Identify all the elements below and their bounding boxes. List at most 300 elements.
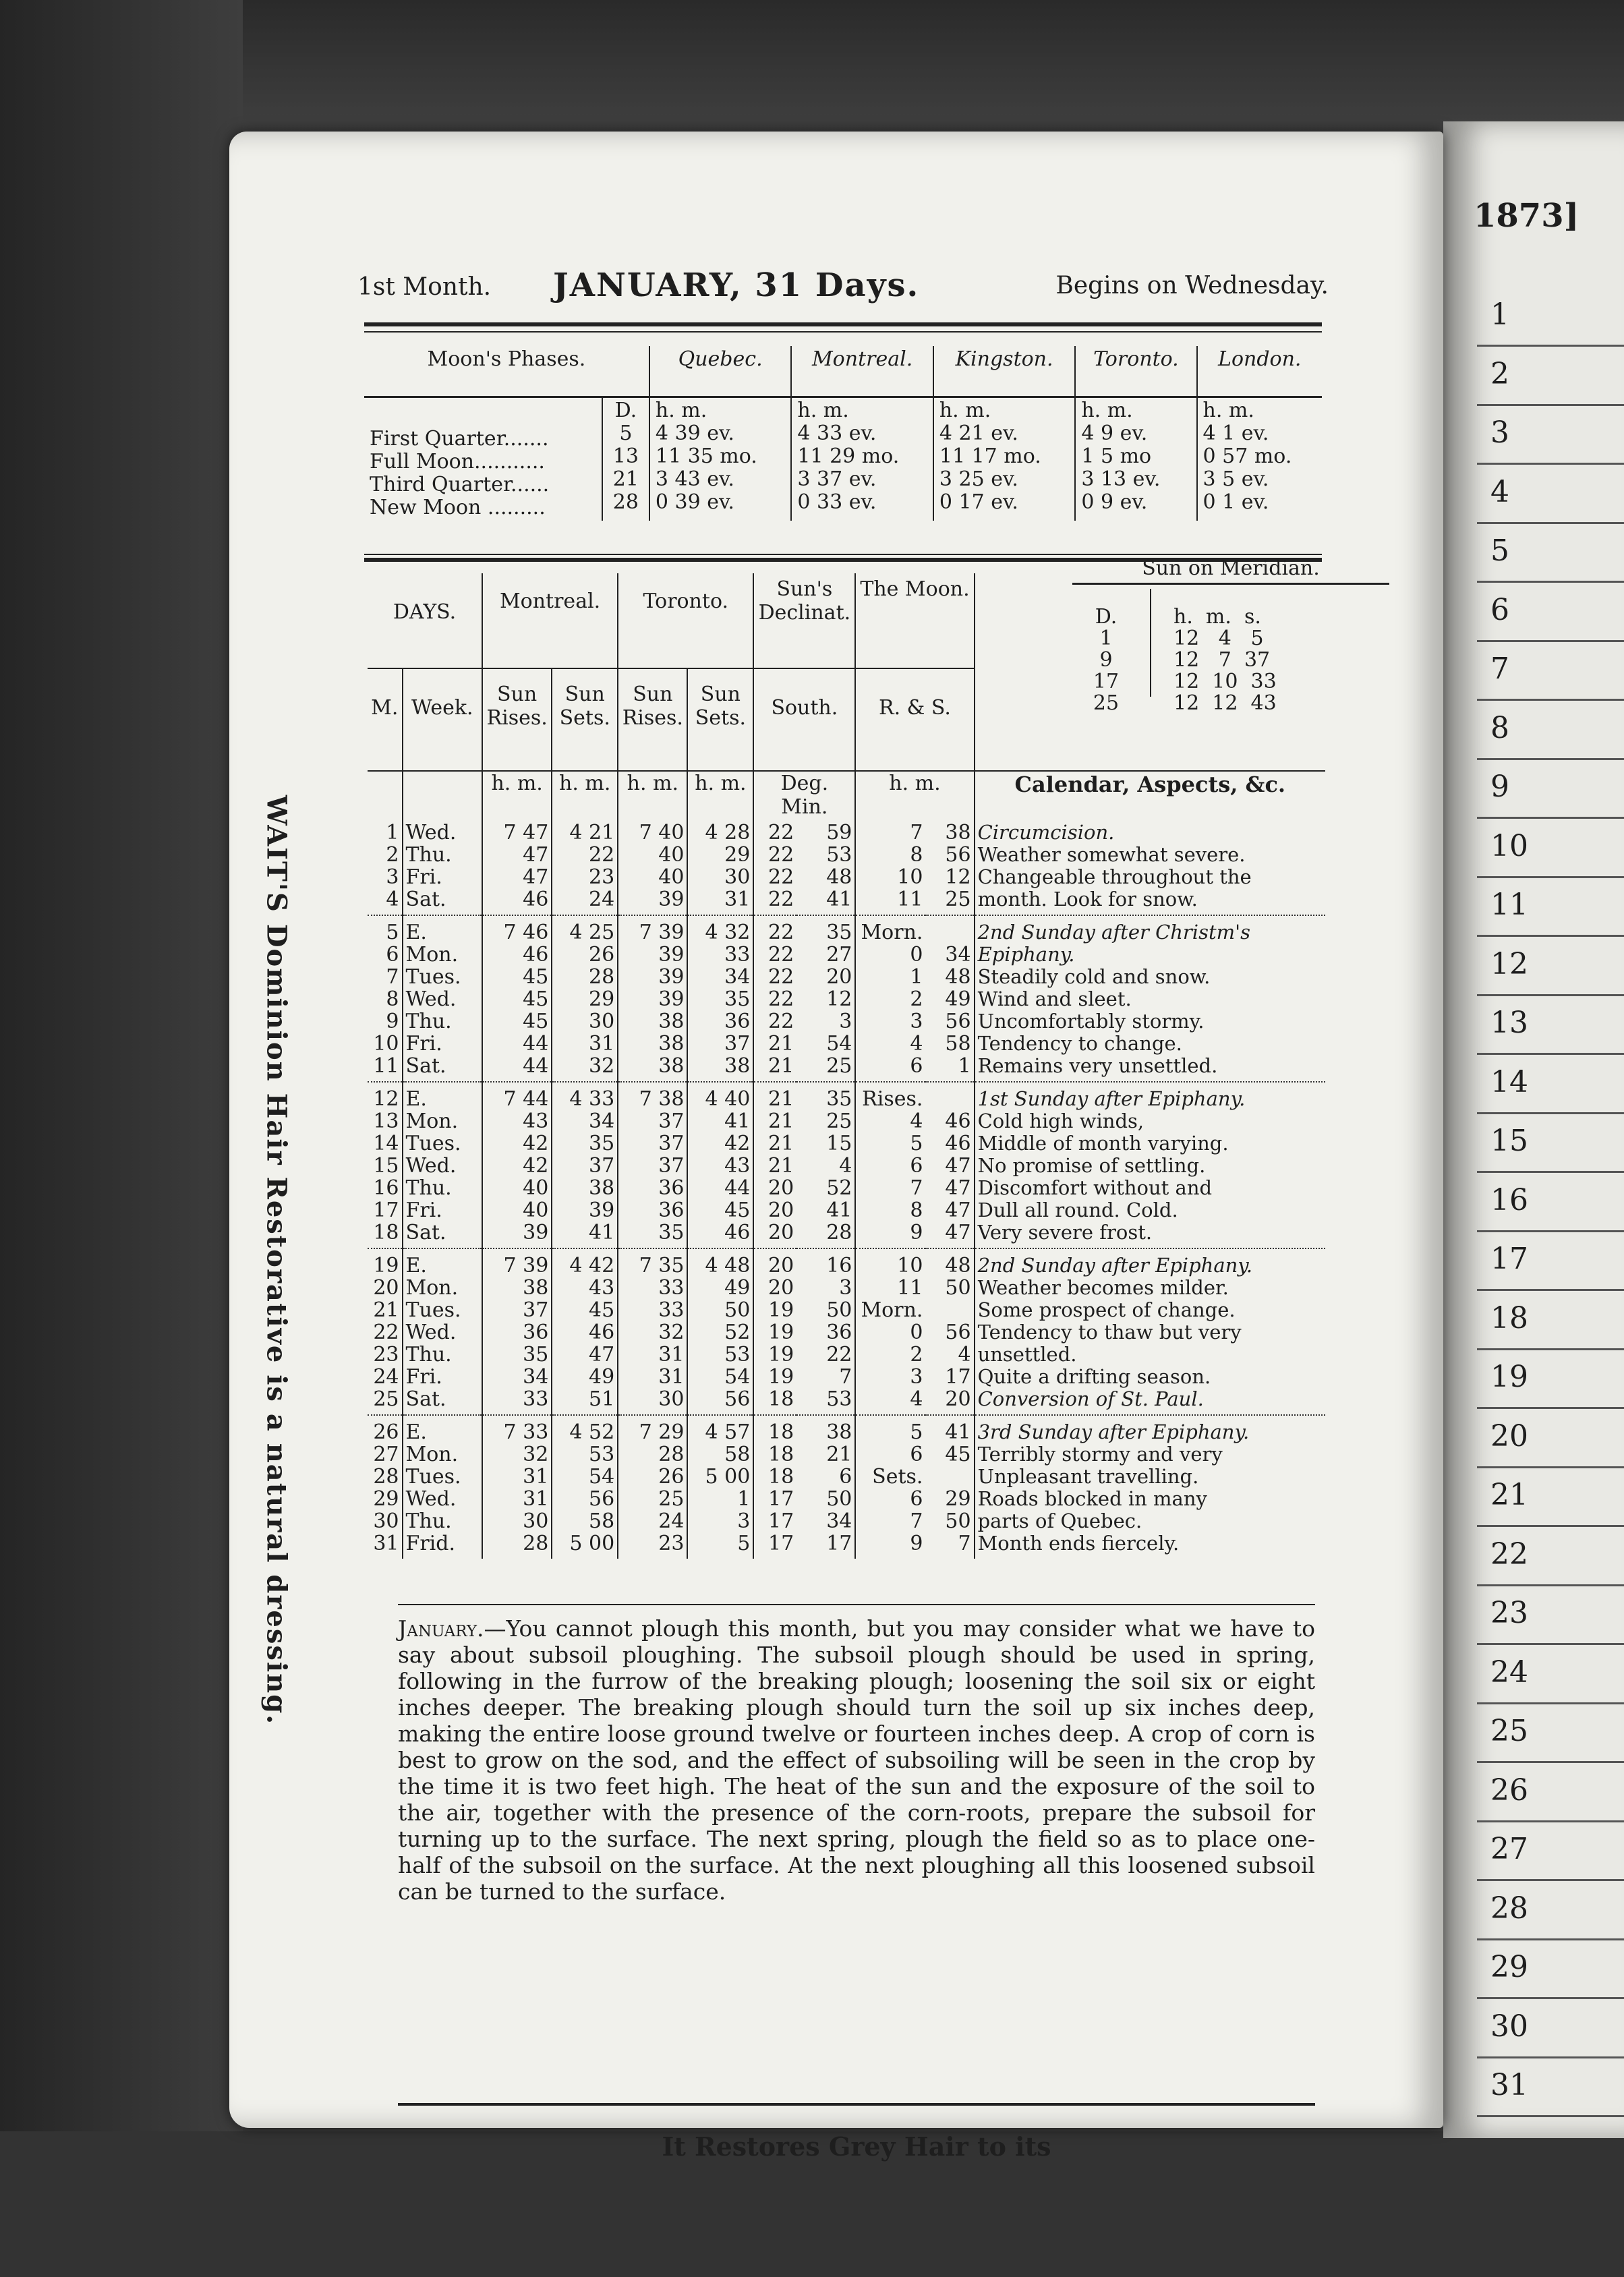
- rule-top: [364, 322, 1322, 326]
- montreal-sunrise: 33: [523, 1387, 549, 1411]
- footer-advertisement: It Restores Grey Hair to its: [662, 2131, 1051, 2162]
- weekday: Thu.: [405, 1343, 452, 1366]
- montreal-rises-header: Sun Rises.: [482, 668, 552, 771]
- day-number: 9: [386, 1010, 399, 1033]
- montreal-sunset: 38: [588, 1176, 615, 1200]
- toronto-sunset: 46: [724, 1221, 751, 1244]
- calendar-aspect-column: [975, 819, 1325, 915]
- montreal-sunrise-column: [482, 1082, 552, 1248]
- phase-time: 0 57 mo.: [1202, 444, 1292, 468]
- south-header: South.: [753, 668, 855, 771]
- phase-time: 3 43 ev.: [655, 467, 734, 491]
- right-page: [1443, 121, 1624, 2138]
- day-number: 2: [386, 843, 399, 867]
- declination-minutes: 35: [826, 1087, 852, 1111]
- toronto-sunset-column: [687, 1082, 753, 1248]
- montreal-sunrise: 34: [523, 1365, 549, 1389]
- calendar-aspect: Uncomfortably stormy.: [977, 1010, 1205, 1033]
- right-page-day-row: [1477, 1290, 1624, 1350]
- meridian-time: 12 7 37: [1173, 648, 1271, 672]
- declination-minutes-column: [796, 1082, 855, 1248]
- calendar-aspect: Quite a drifting season.: [977, 1365, 1211, 1388]
- calendar-aspect: Tendency to change.: [977, 1032, 1182, 1055]
- calendar-week-block: [368, 819, 1325, 915]
- toronto-sunset: 37: [724, 1032, 751, 1056]
- montreal-sunset: 31: [588, 1032, 615, 1056]
- hm-label: h. m.: [618, 771, 687, 819]
- rs-header: R. & S.: [855, 668, 974, 771]
- declination-minutes-column: [796, 1415, 855, 1559]
- montreal-sunset: 49: [588, 1365, 615, 1389]
- week-header: Week.: [403, 668, 482, 771]
- moon-minutes-column: [925, 915, 974, 1082]
- moon-hours: 9: [910, 1221, 923, 1244]
- right-page-day-row: [1477, 877, 1624, 937]
- right-page-day-row: [1477, 1408, 1624, 1468]
- moon-times-quebec: [649, 397, 791, 521]
- right-page-day-row: [1477, 1585, 1624, 1645]
- calendar-aspect: Changeable throughout the: [977, 865, 1252, 888]
- meridian-title: Sun on Meridian.: [1072, 556, 1389, 585]
- montreal-sunset-column: [552, 1415, 618, 1559]
- day-number: 28: [373, 1465, 399, 1489]
- toronto-sunrise: 37: [658, 1132, 685, 1155]
- day-number: 20: [373, 1276, 399, 1300]
- moon-hours: 6: [910, 1154, 923, 1178]
- moon-minutes: 45: [945, 1443, 971, 1466]
- right-page-day-number: 19: [1490, 1360, 1528, 1394]
- calendar-aspect: Terribly stormy and very: [977, 1443, 1223, 1466]
- weekday: Sat.: [405, 888, 446, 911]
- time-label: h. m.: [939, 399, 991, 422]
- montreal-sunset-column: [552, 915, 618, 1082]
- day-number: 10: [373, 1032, 399, 1056]
- right-page-day-row: [1477, 1349, 1624, 1409]
- day-number-column: [368, 1082, 403, 1248]
- day-number: 7: [386, 965, 399, 989]
- moon-hours-column: [855, 915, 925, 1082]
- toronto-sunrise: 35: [658, 1221, 685, 1244]
- moon-hours: 6: [910, 1487, 923, 1511]
- calendar-aspect: Tendency to thaw but very: [977, 1321, 1242, 1344]
- calendar-week-block: [368, 1248, 1325, 1415]
- declination-header: Sun's Declinat.: [753, 573, 855, 668]
- declination-degrees: 21: [768, 1132, 794, 1155]
- weekday: Mon.: [405, 1443, 459, 1466]
- montreal-sunrise: 45: [523, 965, 549, 989]
- phase-time: 3 5 ev.: [1202, 467, 1269, 491]
- toronto-sunrise-column: [618, 915, 687, 1082]
- moon-hours: 11: [897, 1276, 923, 1300]
- right-page-day-row: [1477, 700, 1624, 760]
- calendar-aspect: 3rd Sunday after Epiphany.: [977, 1420, 1250, 1443]
- toronto-sunset-column: [687, 915, 753, 1082]
- moon-minutes: 1: [958, 1054, 971, 1078]
- declination-degrees: 22: [768, 921, 794, 944]
- declination-degrees: 19: [768, 1365, 794, 1389]
- moon-hours: 0: [910, 1321, 923, 1344]
- montreal-sunset: 4 42: [569, 1254, 615, 1277]
- moon-minutes: 50: [945, 1509, 971, 1533]
- montreal-sunrise: 47: [523, 843, 549, 867]
- day-number: 25: [373, 1387, 399, 1411]
- declination-minutes: 50: [826, 1298, 852, 1322]
- calendar-aspect: Conversion of St. Paul.: [977, 1387, 1204, 1410]
- montreal-sunset: 4 33: [569, 1087, 615, 1111]
- right-page-day-row: [1477, 464, 1624, 524]
- declination-degrees: 19: [768, 1343, 794, 1366]
- weekday: Wed.: [405, 1487, 457, 1511]
- montreal-sunrise: 38: [523, 1276, 549, 1300]
- right-page-day-row: [1477, 995, 1624, 1055]
- right-page-day-number: 12: [1490, 946, 1528, 981]
- right-page-day-number: 7: [1490, 652, 1509, 686]
- declination-minutes: 50: [826, 1487, 852, 1511]
- calendar-aspect: unsettled.: [977, 1343, 1077, 1366]
- montreal-sets-header: Sun Sets.: [552, 668, 618, 771]
- moon-minutes: 12: [945, 865, 971, 889]
- moon-header: The Moon.: [855, 573, 974, 668]
- moon-hours: 2: [910, 987, 923, 1011]
- montreal-sunrise: 45: [523, 987, 549, 1011]
- declination-minutes: 52: [826, 1176, 852, 1200]
- side-advertisement: [256, 725, 297, 1804]
- toronto-sunrise: 39: [658, 965, 685, 989]
- right-page-day-row: [1477, 1998, 1624, 2058]
- weekday: E.: [405, 1087, 427, 1111]
- weekday: Fri.: [405, 1199, 442, 1222]
- right-page-day-number: 3: [1490, 415, 1509, 450]
- declination-degrees: 19: [768, 1298, 794, 1322]
- moon-minutes-column: [925, 1248, 974, 1415]
- meridian-day: 1: [1099, 627, 1113, 650]
- right-page-day-row: [1477, 346, 1624, 406]
- toronto-sunrise: 38: [658, 1032, 685, 1056]
- right-page-day-number: 9: [1490, 770, 1509, 804]
- hm-label: h. m.: [482, 771, 552, 819]
- hm-label: h. m.: [855, 771, 974, 819]
- declination-minutes: 22: [826, 1343, 852, 1366]
- montreal-sunrise: 28: [523, 1532, 549, 1555]
- toronto-sunrise: 25: [658, 1487, 685, 1511]
- declination-degrees-column: [753, 1248, 796, 1415]
- toronto-sunset: 49: [724, 1276, 751, 1300]
- phase-day: 5: [619, 422, 633, 445]
- declination-minutes: 12: [826, 987, 852, 1011]
- right-page-day-number: 26: [1490, 1772, 1528, 1808]
- right-page-day-row: [1477, 1703, 1624, 1763]
- toronto-sunrise: 39: [658, 888, 685, 911]
- declination-degrees-column: [753, 819, 796, 915]
- moon-minutes-column: [925, 819, 974, 915]
- weekday: Thu.: [405, 1509, 452, 1533]
- declination-degrees: 22: [768, 821, 794, 844]
- day-number: 1: [386, 821, 399, 844]
- montreal-sunset: 45: [588, 1298, 615, 1322]
- day-number-column: [368, 915, 403, 1082]
- right-page-day-number: 13: [1490, 1006, 1528, 1040]
- toronto-sunset: 41: [724, 1109, 751, 1133]
- montreal-sunset: 47: [588, 1343, 615, 1366]
- right-page-year: 1873]: [1474, 197, 1579, 235]
- weekday-column: [403, 1415, 482, 1559]
- montreal-sunrise-column: [482, 915, 552, 1082]
- declination-degrees: 18: [768, 1465, 794, 1489]
- montreal-sunset: 22: [588, 843, 615, 867]
- declination-degrees: 21: [768, 1054, 794, 1078]
- declination-degrees: 18: [768, 1420, 794, 1444]
- toronto-sunset: 54: [724, 1365, 751, 1389]
- time-label: h. m.: [1081, 399, 1133, 422]
- weekday: Tues.: [405, 965, 461, 989]
- right-page-day-number: 11: [1490, 888, 1528, 922]
- montreal-sunset: 32: [588, 1054, 615, 1078]
- phase-time: 0 9 ev.: [1081, 490, 1148, 514]
- montreal-sunset-column: [552, 1082, 618, 1248]
- moon-hours: 10: [897, 1254, 923, 1277]
- rule-footer: [398, 2103, 1315, 2106]
- phase-time: 0 39 ev.: [655, 490, 734, 514]
- toronto-sunrise: 7 29: [639, 1420, 685, 1444]
- declination-minutes: 53: [826, 1387, 852, 1411]
- declination-degrees: 21: [768, 1087, 794, 1111]
- moon-hours: 1: [910, 965, 923, 989]
- moon-hours: 3: [910, 1365, 923, 1389]
- phase-day: 28: [612, 490, 639, 514]
- toronto-sunrise: 38: [658, 1054, 685, 1078]
- right-page-day-number: 10: [1490, 828, 1528, 863]
- right-page-day-number: 22: [1490, 1536, 1528, 1572]
- calendar-aspect: Discomfort without and: [977, 1176, 1213, 1199]
- montreal-sunrise: 7 47: [503, 821, 549, 844]
- right-page-day-row: [1477, 523, 1624, 583]
- time-label: h. m.: [797, 399, 849, 422]
- phase-time: 4 9 ev.: [1081, 422, 1148, 445]
- background-left: [0, 0, 243, 2277]
- right-page-day-row: [1477, 582, 1624, 642]
- montreal-sunrise: 44: [523, 1032, 549, 1056]
- toronto-sunset: 50: [724, 1298, 751, 1322]
- declination-degrees-column: [753, 915, 796, 1082]
- toronto-sunrise: 40: [658, 843, 685, 867]
- montreal-sunset: 34: [588, 1109, 615, 1133]
- day-number: 5: [386, 921, 399, 944]
- calendar-aspect: Dull all round. Cold.: [977, 1199, 1178, 1221]
- toronto-sunrise: 33: [658, 1298, 685, 1322]
- moon-hours: 10: [897, 865, 923, 889]
- montreal-sunrise: 7 39: [503, 1254, 549, 1277]
- right-page-day-row: [1477, 1526, 1624, 1586]
- weekday: Wed.: [405, 821, 457, 844]
- moon-hours: Sets.: [872, 1465, 923, 1489]
- montreal-sunrise: 43: [523, 1109, 549, 1133]
- begins-on: Begins on Wednesday.: [1055, 272, 1329, 299]
- toronto-sunrise: 31: [658, 1365, 685, 1389]
- weekday: Mon.: [405, 943, 459, 967]
- phase-time: 11 17 mo.: [939, 444, 1041, 468]
- montreal-sunrise: 7 44: [503, 1087, 549, 1111]
- moon-minutes: 20: [945, 1387, 971, 1411]
- declination-minutes: 16: [826, 1254, 852, 1277]
- month-number: 1st Month.: [357, 273, 492, 301]
- declination-degrees: 22: [768, 943, 794, 967]
- calendar-aspect: Unpleasant travelling.: [977, 1465, 1199, 1488]
- paragraph-lead: January.: [398, 1615, 484, 1642]
- weekday: Fri.: [405, 865, 442, 889]
- calendar-aspect: Circumcision.: [977, 821, 1115, 844]
- weekday: Thu.: [405, 843, 452, 867]
- montreal-sunrise: 31: [523, 1465, 549, 1489]
- declination-degrees: 17: [768, 1532, 794, 1555]
- montreal-sunrise: 36: [523, 1321, 549, 1344]
- phase-time: 0 1 ev.: [1202, 490, 1269, 514]
- right-page-day-number: 23: [1490, 1596, 1528, 1630]
- moon-times-kingston: [933, 397, 1075, 521]
- weekday: Fri.: [405, 1032, 442, 1056]
- toronto-sunrise: 39: [658, 987, 685, 1011]
- right-page-day-number: 6: [1490, 592, 1509, 627]
- city-london: London.: [1197, 346, 1323, 397]
- toronto-sunset: 30: [724, 865, 751, 889]
- declination-degrees: 20: [768, 1176, 794, 1200]
- moon-minutes: [928, 1299, 970, 1321]
- right-page-day-row: [1477, 287, 1624, 347]
- toronto-sunrise: 36: [658, 1199, 685, 1222]
- montreal-sunset-column: [552, 1248, 618, 1415]
- toronto-sunset: 4 32: [705, 921, 751, 944]
- hm-label: h. m.: [552, 771, 618, 819]
- toronto-sunrise: 7 38: [639, 1087, 685, 1111]
- toronto-sunset: 29: [724, 843, 751, 867]
- day-number: 31: [373, 1532, 399, 1555]
- calendar-week-block: [368, 1082, 1325, 1248]
- montreal-sunset: 29: [588, 987, 615, 1011]
- calendar-aspect: Cold high winds,: [977, 1109, 1144, 1132]
- montreal-sunrise: 32: [523, 1443, 549, 1466]
- right-page-day-number: 18: [1490, 1300, 1528, 1335]
- declination-minutes: 17: [826, 1532, 852, 1555]
- moon-hours: 7: [910, 1176, 923, 1200]
- declination-degrees: 22: [768, 843, 794, 867]
- declination-minutes: 4: [839, 1154, 852, 1178]
- moon-hours: 8: [910, 1199, 923, 1222]
- right-page-day-row: [1477, 1231, 1624, 1291]
- declination-degrees: 17: [768, 1487, 794, 1511]
- moon-minutes: 4: [958, 1343, 971, 1366]
- phase-name: Full Moon...........: [370, 450, 545, 473]
- moon-minutes: [928, 1466, 970, 1488]
- declination-minutes-column: [796, 915, 855, 1082]
- right-page-day-number: 2: [1490, 356, 1509, 391]
- right-page-day-number: 24: [1490, 1654, 1528, 1690]
- moon-minutes: 46: [945, 1109, 971, 1133]
- montreal-sunrise: 40: [523, 1199, 549, 1222]
- day-number: 4: [386, 888, 399, 911]
- montreal-sunset: 23: [588, 865, 615, 889]
- calendar-aspect-column: [975, 1415, 1325, 1559]
- moon-minutes: 7: [958, 1532, 971, 1555]
- montreal-sunrise: 45: [523, 1010, 549, 1033]
- montreal-sunset: 28: [588, 965, 615, 989]
- montreal-sunset: 4 52: [569, 1420, 615, 1444]
- weekday-column: [403, 819, 482, 915]
- moon-phases-header: Moon's Phases.: [364, 346, 649, 397]
- day-number: 3: [386, 865, 399, 889]
- montreal-sunset: 4 25: [569, 921, 615, 944]
- declination-minutes: 21: [826, 1443, 852, 1466]
- moon-hours: Morn.: [861, 1298, 923, 1322]
- day-number: 17: [373, 1199, 399, 1222]
- weekday-column: [403, 915, 482, 1082]
- declination-minutes: 35: [826, 921, 852, 944]
- time-label: h. m.: [655, 399, 707, 422]
- weekday-column: [403, 1082, 482, 1248]
- right-page-day-row: [1477, 2057, 1624, 2117]
- weekday: Sat.: [405, 1221, 446, 1244]
- day-number: 18: [373, 1221, 399, 1244]
- day-number: 15: [373, 1154, 399, 1178]
- montreal-sunrise: 42: [523, 1132, 549, 1155]
- montreal-sunrise: 7 33: [503, 1420, 549, 1444]
- calendar-aspect: Weather becomes milder.: [977, 1276, 1229, 1299]
- moon-hours: 4: [910, 1109, 923, 1133]
- phase-name: First Quarter.......: [370, 427, 549, 451]
- toronto-sunset: 1: [737, 1487, 751, 1511]
- toronto-sunset: 56: [724, 1387, 751, 1411]
- declination-minutes: 3: [839, 1276, 852, 1300]
- toronto-sunrise: 32: [658, 1321, 685, 1344]
- phase-time: 4 1 ev.: [1202, 422, 1269, 445]
- declination-degrees: 21: [768, 1109, 794, 1133]
- montreal-sunset: 54: [588, 1465, 615, 1489]
- toronto-sunrise: 37: [658, 1154, 685, 1178]
- moon-hours: 7: [910, 821, 923, 844]
- montreal-sunset-column: [552, 819, 618, 915]
- moon-times-toronto: [1075, 397, 1196, 521]
- declination-degrees: 19: [768, 1321, 794, 1344]
- right-page-day-number: 8: [1490, 710, 1509, 745]
- weekday: Mon.: [405, 1276, 459, 1300]
- background-top: [0, 0, 1624, 135]
- moon-minutes: 38: [945, 821, 971, 844]
- weekday: Wed.: [405, 987, 457, 1011]
- montreal-sunrise-column: [482, 819, 552, 915]
- weekday: E.: [405, 1254, 427, 1277]
- toronto-sunset: 52: [724, 1321, 751, 1344]
- toronto-sunrise: 37: [658, 1109, 685, 1133]
- montreal-sunrise: 39: [523, 1221, 549, 1244]
- montreal-sunrise: 37: [523, 1298, 549, 1322]
- deg-min-label: Deg. Min.: [753, 771, 855, 819]
- right-page-day-number: 16: [1490, 1182, 1528, 1217]
- right-page-day-row: [1477, 1939, 1624, 1999]
- moon-hours: 5: [910, 1420, 923, 1444]
- moon-minutes: 50: [945, 1276, 971, 1300]
- calendar-aspect: Wind and sleet.: [977, 987, 1132, 1010]
- calendar-aspect: Month ends fiercely.: [977, 1532, 1180, 1555]
- declination-degrees: 18: [768, 1443, 794, 1466]
- phase-time: 4 21 ev.: [939, 422, 1018, 445]
- right-page-day-row: [1477, 1762, 1624, 1822]
- day-number-column: [368, 819, 403, 915]
- calendar-aspect-column: [975, 915, 1325, 1082]
- toronto-sunrise: 40: [658, 865, 685, 889]
- rule-top-thin: [364, 331, 1322, 333]
- moon-times-london: [1197, 397, 1323, 521]
- toronto-sunset: 5: [737, 1532, 751, 1555]
- declination-minutes: 41: [826, 1199, 852, 1222]
- moon-minutes: 29: [945, 1487, 971, 1511]
